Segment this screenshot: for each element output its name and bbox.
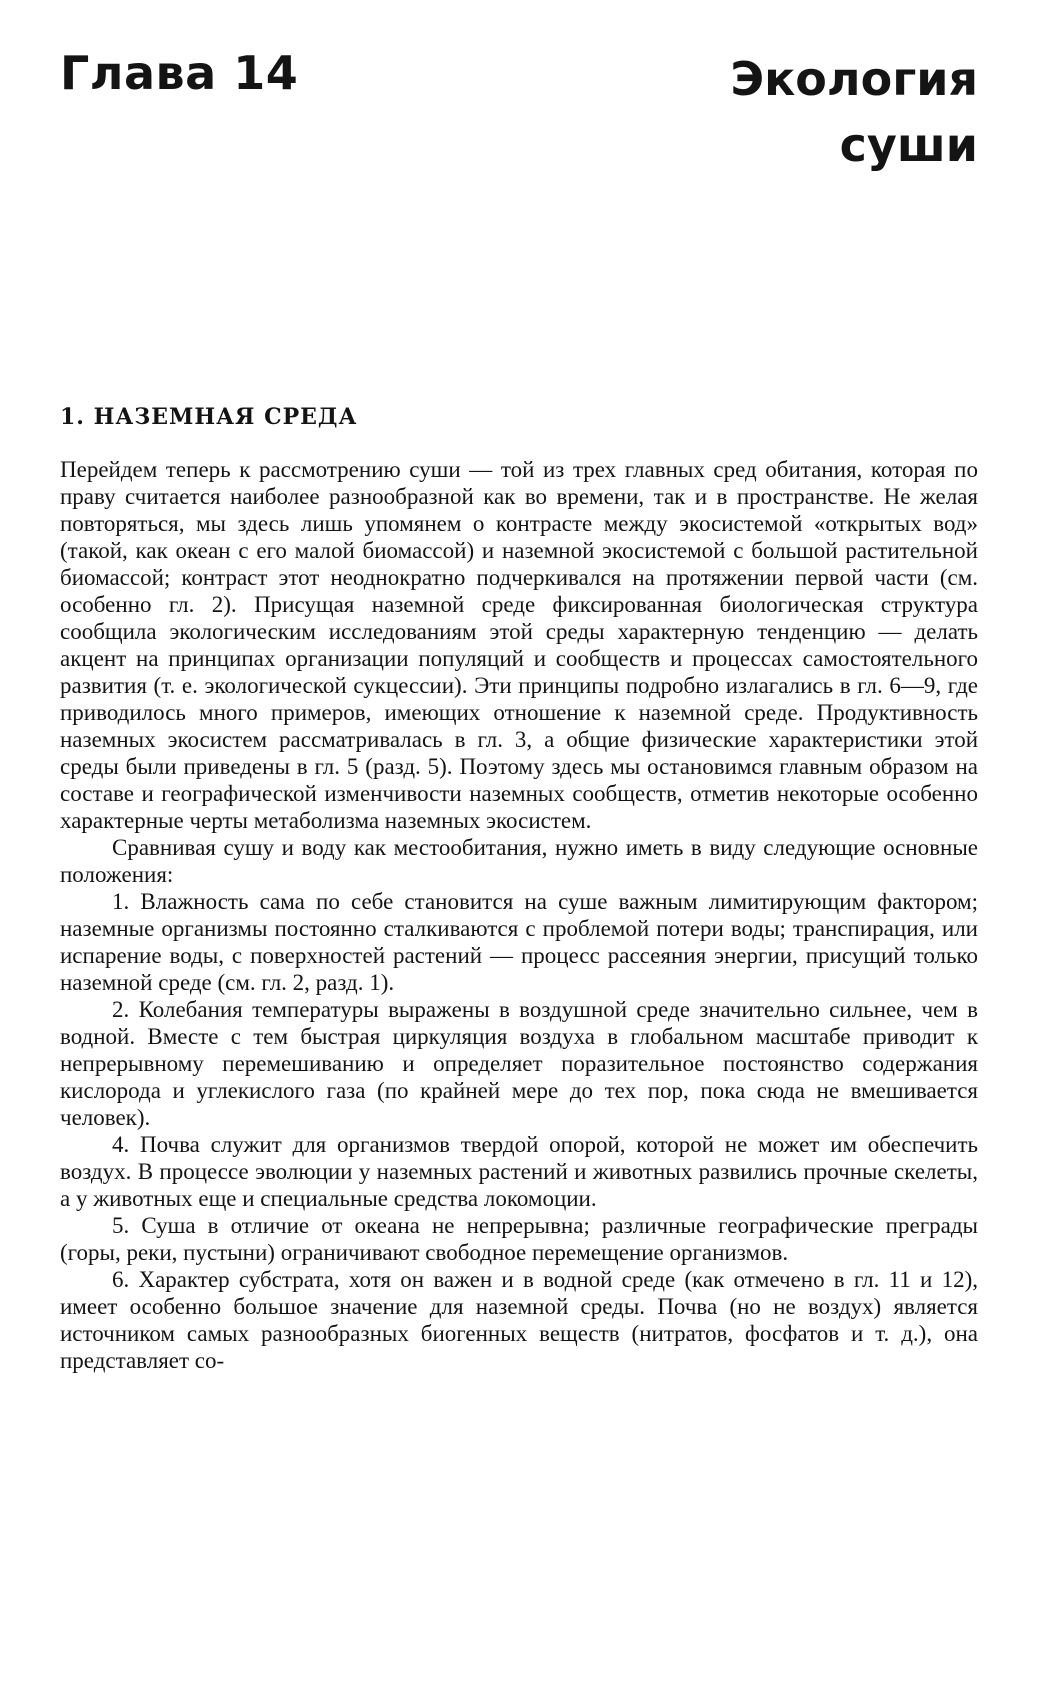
paragraph-point-5: 5. Суша в отличие от океана не непрерывна; различные географические преграды (горы, реки, пустыни) ограничивают свободное перемещение организмов.	[60, 1213, 978, 1265]
chapter-label: Глава 14	[60, 46, 299, 100]
chapter-title-line-2: суши	[839, 118, 978, 172]
paragraph-intro: Перейдем теперь к рассмотрению суши — той из трех главных сред обитания, которая по праву считается наиболее разнообразной как во времени, так и в пространстве. Не желая повторяться, мы здесь лишь упомянем о контрасте между экосистемой «открытых вод» (такой, как океан с его малой биомассой) и наземной экосистемой с большой растительной биомассой; контраст этот неоднократно подчеркивался на протяжении первой части (см. особенно гл. 2). Присущая наземной среде фиксированная биологическая структура сообщила экологическим исследованиям этой среды характерную тенденцию — делать акцент на принципах организации популяций и сообществ и процессах самостоятельного развития (т. е. экологической сукцессии). Эти принципы подробно излагались в гл. 6—9, где приводилось много примеров, имеющих отношение к наземной среде. Продуктивность наземных экосистем рассматривалась в гл. 3, а общие физические характеристики этой среды были приведены в гл. 5 (разд. 5). Поэтому здесь мы остановимся главным образом на составе и географической изменчивости наземных сообществ, отметив некоторые особенно характерные черты метаболизма наземных экосистем.	[60, 457, 978, 833]
paragraph-point-6: 6. Характер субстрата, хотя он важен и в водной среде (как отмечено в гл. 11 и 12), имеет особенно большое значение для наземной среды. Почва (но не воздух) является источником самых разнообразных биогенных веществ (нитратов, фосфатов и т. д.), она представляет со-	[60, 1267, 978, 1373]
chapter-title	[730, 46, 978, 178]
paragraph-point-4: 4. Почва служит для организмов твердой опорой, которой не может им обеспечить воздух. В процессе эволюции у наземных растений и животных развились прочные скелеты, а у животных еще и специальные средства локомоции.	[60, 1132, 978, 1211]
paragraph-comparison: Сравнивая сушу и воду как местообитания, нужно иметь в виду следующие основные положения:	[60, 835, 978, 887]
paragraph-point-1: 1. Влажность сама по себе становится на суше важным лимитирующим фактором; наземные организмы постоянно сталкиваются с проблемой потери воды; транспирация, или испарение воды, с поверхностей растений — процесс рассеяния энергии, присущий только наземной среде (см. гл. 2, разд. 1).	[60, 889, 978, 995]
chapter-title-line-1: Экология	[730, 52, 978, 106]
paragraph-point-2: 2. Колебания температуры выражены в воздушной среде значительно сильнее, чем в водной. Вместе с тем быстрая циркуляция воздуха в глобальном масштабе приводит к непрерывному перемешиванию и определяет поразительное постоянство содержания кислорода и углекислого газа (по крайней мере до тех пор, пока сюда не вмешивается человек).	[60, 997, 978, 1130]
body-text	[60, 456, 978, 1374]
section-heading: 1. НАЗЕМНАЯ СРЕДА	[60, 404, 358, 430]
